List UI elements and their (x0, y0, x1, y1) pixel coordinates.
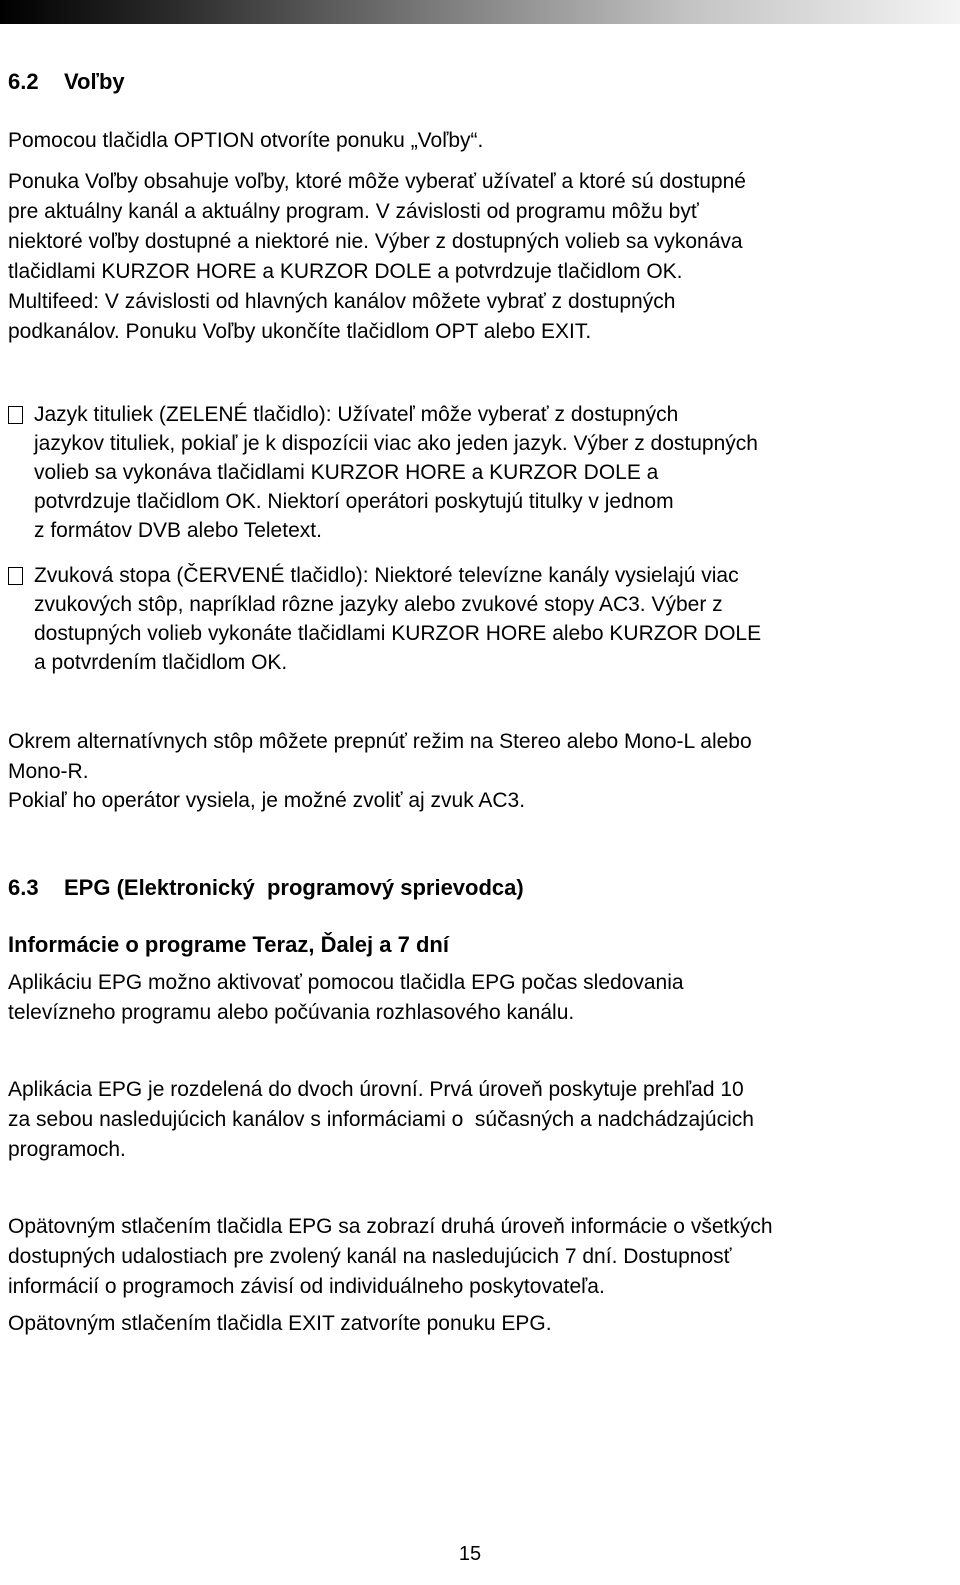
text-line: Mono-R. (8, 760, 89, 783)
text-line: dostupných volieb vykonáte tlačidlami KURZOR HORE alebo KURZOR DOLE (34, 622, 762, 645)
text-line: Opätovným stlačením tlačidla EPG sa zobrazí druhá úroveň informácie o všetkých (8, 1215, 773, 1238)
section-title: EPG (Elektronický programový sprievodca) (64, 875, 524, 900)
bullet-box-icon (8, 567, 23, 585)
text-line: tlačidlami KURZOR HORE a KURZOR DOLE a potvrdzuje tlačidlom OK. (8, 260, 683, 283)
text-line: Okrem alternatívnych stôp môžete prepnúť režim na Stereo alebo Mono-L alebo (8, 730, 752, 753)
text-line: informácií o programoch závisí od individuálneho poskytovateľa. (8, 1275, 605, 1298)
paragraph (8, 126, 953, 156)
text-line: niektoré voľby dostupné a niektoré nie. Výber z dostupných volieb sa vykonáva (8, 230, 743, 253)
paragraph (8, 727, 953, 787)
text-line: dostupných udalostiach pre zvolený kanál na nasledujúcich 7 dní. Dostupnosť (8, 1245, 732, 1268)
paragraph (8, 167, 953, 347)
text-line: Aplikáciu EPG možno aktivovať pomocou tlačidla EPG počas sledovania (8, 971, 684, 994)
paragraph (8, 786, 953, 816)
text-line: zvukových stôp, napríklad rôzne jazyky alebo zvukové stopy AC3. Výber z (34, 593, 723, 616)
text-line: jazykov tituliek, pokiaľ je k dispozícii viac ako jeden jazyk. Výber z dostupných (34, 432, 758, 455)
text-line: pre aktuálny kanál a aktuálny program. V závislosti od programu môžu byť (8, 200, 699, 223)
text-line: Aplikácia EPG je rozdelená do dvoch úrovní. Prvá úroveň poskytuje prehľad 10 (8, 1078, 744, 1101)
bullet-item (8, 561, 953, 677)
text-line: a potvrdením tlačidlom OK. (34, 651, 288, 674)
text-line: Opätovným stlačením tlačidla EXIT zatvoríte ponuku EPG. (8, 1312, 552, 1335)
text-line: Pomocou tlačidla OPTION otvoríte ponuku „Voľby“. (8, 129, 484, 152)
page-number: 15 (458, 1543, 482, 1565)
text-line: z formátov DVB alebo Teletext. (34, 519, 322, 542)
paragraph (8, 1075, 953, 1165)
text-line: podkanálov. Ponuku Voľby ukončíte tlačidlom OPT alebo EXIT. (8, 320, 592, 343)
text-line: potvrdzuje tlačidlom OK. Niektorí operátori poskytujú titulky v jednom (34, 490, 674, 513)
text-line: Ponuka Voľby obsahuje voľby, ktoré môže vyberať užívateľ a ktoré sú dostupné (8, 170, 746, 193)
header-gradient-bar (0, 0, 960, 24)
text-line: Multifeed: V závislosti od hlavných kanálov môžete vybrať z dostupných (8, 290, 676, 313)
paragraph (8, 1212, 953, 1302)
text-line: Pokiaľ ho operátor vysiela, je možné zvoliť aj zvuk AC3. (8, 789, 526, 812)
paragraph (8, 968, 953, 1028)
subheading: Informácie o programe Teraz, Ďalej a 7 dní (8, 932, 449, 957)
text-line: Zvuková stopa (ČERVENÉ tlačidlo): Niektoré televízne kanály vysielajú viac (34, 564, 739, 587)
text-line: televízneho programu alebo počúvania rozhlasového kanálu. (8, 1001, 575, 1024)
section-title: Voľby (64, 69, 125, 94)
text-line: programoch. (8, 1138, 126, 1161)
text-line: volieb sa vykonáva tlačidlami KURZOR HORE a KURZOR DOLE a (34, 461, 659, 484)
bullet-box-icon (8, 406, 23, 424)
paragraph (8, 1309, 953, 1339)
section-heading-6-2 (8, 69, 953, 95)
section-number: 6.3 (8, 875, 39, 900)
section-number: 6.2 (8, 69, 39, 94)
bullet-item (8, 400, 953, 545)
text-line: za sebou nasledujúcich kanálov s informáciami o súčasných a nadchádzajúcich (8, 1108, 754, 1131)
text-line: Jazyk tituliek (ZELENÉ tlačidlo): Užívateľ môže vyberať z dostupných (34, 403, 679, 426)
section-heading-6-3 (8, 875, 953, 901)
